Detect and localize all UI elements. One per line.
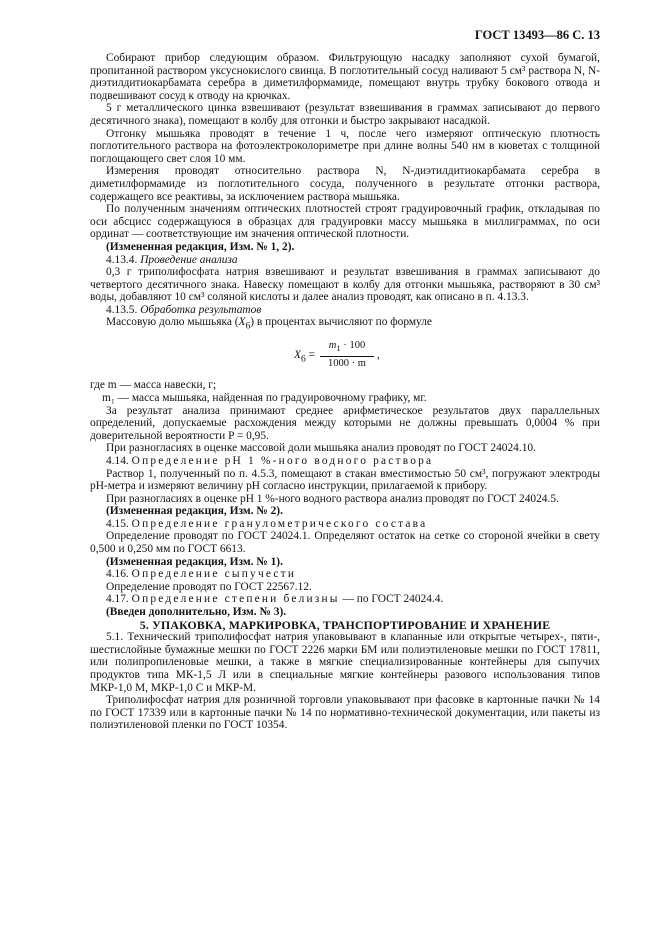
paragraph-formula-intro: Массовую долю мышьяка $(X_6)$ в процентах вычисляют по формуле (106, 316, 432, 332)
heading-4-13-4-number: 4.13.4. (106, 253, 138, 266)
formula-fraction (320, 340, 374, 370)
edit-note-4: (Введен дополнительно, Изм. № 3). (106, 606, 287, 619)
paragraph-ph-procedure: Раствор 1, полученный по п. 4.5.3, помещают в стакан вместимостью 50 см³, погружают электроды pH-метра и измеряют величину pH согласно инструкции, прилагаемой к прибору. (90, 467, 600, 493)
heading-4-16-number: 4.16. (106, 568, 129, 581)
paragraph-measurements: Измерения проводят относительно раствора N, N-диэтилдитиокарбамата серебра в диметилформамиде из поглотительного сосуда, полученного в результате отгонки раствора, содержащего все реактивы, за исключением раствора мышьяка. (90, 165, 600, 203)
heading-4-17-title: Определение степени белизны (131, 593, 340, 606)
paragraph-zinc-weighing: 5 г металлического цинка взвешивают (результат взвешивания в граммах записывают до первого десятичного знака), помещают в колбу для отгонки и быстро закрывают насадкой. (90, 102, 600, 127)
heading-4-13-5-title: Обработка результатов (140, 303, 262, 316)
paragraph-apparatus-assembly: Собирают прибор следующим образом. Фильтрующую насадку заполняют сухой бумагой, пропитанной раствором уксуснокислого свинца. В поглотительный сосуд наливают 5 см³ раствора N, N-диэтилдитиокарбамата серебра в диметилформамиде, помещают внутрь трубку бокового отвода и подвешивают сосуд к отводу на крючках. (90, 52, 600, 102)
paragraph-distillation: Отгонку мышьяка проводят в течение 1 ч, после чего измеряют оптическую плотность поглотительного раствора на фотоэлектроколориметре при длине волны 540 нм в кюветах с толщиной поглощающего свет слоя 10 мм. (90, 127, 600, 165)
heading-4-14 (90, 455, 600, 468)
edit-note-2: (Измененная редакция, Изм. № 2). (106, 505, 283, 518)
paragraph-flowability: Определение проводят по ГОСТ 22567.12. (106, 580, 312, 593)
paragraph-granulometry: Определение проводят по ГОСТ 24024.1. Определяют остаток на сетке со стороной ячейки в свету 0,500 и 0,250 мм по ГОСТ 6613. (90, 530, 600, 556)
paragraph-5-1-packaging: 5.1. Технический триполифосфат натрия упаковывают в клапанные или открытые четырех-, пяти-, шестислойные бумажные мешки по ГОСТ 2226 марки БМ или полиэтиленовые мешки по ГОСТ 17811, или полипропиленовые мешки, а также в мягкие специализированные контейнеры для сыпучих продуктов типа МК-1,5 Л или в специальные мягкие контейнеры разового использования типов МКР-1,0 М, МКР-1,0 С и МКР-М. (90, 631, 600, 694)
section-5-title: 5. УПАКОВКА, МАРКИРОВКА, ТРАНСПОРТИРОВАНИЕ И ХРАНЕНИЕ (139, 617, 551, 632)
arsenic-mass-fraction-formula (90, 339, 600, 375)
heading-4-14-title: Определение pH 1 %-ного водного раствора (131, 454, 434, 467)
heading-4-13-4-title: Проведение анализа (140, 253, 238, 266)
heading-4-17-tail: — по ГОСТ 24024.4. (339, 593, 444, 606)
document-body (90, 52, 600, 732)
heading-4-14-number: 4.14. (106, 454, 129, 467)
paragraph-calibration-graph: По полученным значениям оптических плотностей строят градуировочный график, откладывая по оси абсцисс содержащуюся в образцах для градуировки массу мышьяка в миллиграммах, по оси ординат — соответствующие им значения оптической плотности. (90, 203, 600, 241)
formula-comma: , (377, 349, 380, 362)
heading-4-17 (90, 593, 600, 606)
formula-numerator: $m_1 \cdot 100$ (320, 340, 374, 357)
formula-denominator: 1000 · m (328, 358, 366, 370)
legend-m1: m₁ — масса мышьяка, найденная по градуировочному графику, мг. (102, 391, 427, 404)
paragraph-disagreements-arsenic: При разногласиях в оценке массовой доли мышьяка анализ проводят по ГОСТ 24024.10. (106, 442, 536, 455)
heading-4-13-5-number: 4.13.5. (106, 303, 138, 316)
legend-m: где m — масса навески, г; (90, 379, 217, 392)
heading-4-17-number: 4.17. (106, 593, 129, 606)
heading-4-16 (90, 568, 600, 581)
heading-4-15 (90, 518, 600, 531)
edit-note-3: (Измененная редакция, Изм. № 1). (106, 555, 283, 568)
heading-4-13-4 (90, 254, 600, 267)
formula-lhs: $X_6$ = (294, 349, 315, 365)
paragraph-analysis-procedure: 0,3 г триполифосфата натрия взвешивают и результат взвешивания в граммах записывают до четвертого десятичного знака. Навеску помещают в колбу для отгонки мышьяка, растворяют в 30 см³ воды, добавляют 10 см³ соляной кислоты и далее анализ проводят, как описано в п. 4.13.3. (90, 266, 600, 304)
paragraph-disagreements-ph: При разногласиях в оценке pH 1 %-ного водного раствора анализ проводят по ГОСТ 24024.5. (106, 492, 559, 505)
paragraph-retail-packaging: Триполифосфат натрия для розничной торговли упаковывают при фасовке в картонные пачки № 14 по ГОСТ 17339 или в картонные пачки № 14 по нормативно-технической документации, или пакеты из полиэтиленовой пленки по ГОСТ 10354. (90, 694, 600, 732)
paragraph-result: За результат анализа принимают среднее арифметическое результатов двух параллельных определений, допускаемые расхождения между которыми не должны превышать 0,0004 % при доверительной вероятности P = 0,95. (90, 404, 600, 442)
heading-4-16-title: Определение сыпучести (131, 568, 297, 581)
edit-note-1: (Измененная редакция, Изм. № 1, 2). (106, 240, 295, 253)
heading-4-13-5 (90, 304, 600, 317)
heading-4-15-title: Определение гранулометрического состава (131, 517, 428, 530)
page-header: ГОСТ 13493—86 С. 13 (474, 28, 600, 42)
heading-4-15-number: 4.15. (106, 517, 129, 530)
